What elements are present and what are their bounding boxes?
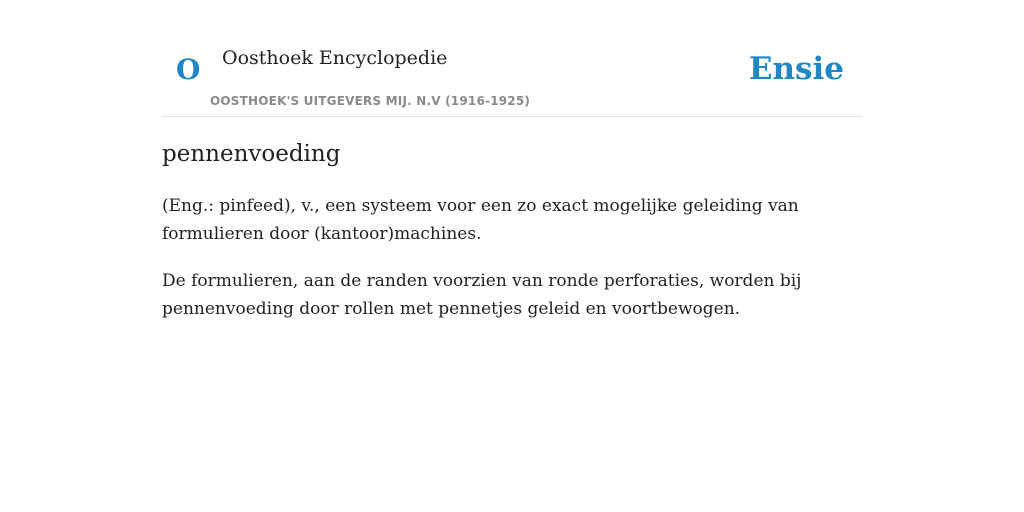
source-logo-link[interactable]: O <box>176 53 201 86</box>
source-subtitle: OOSTHOEK'S UITGEVERS MIJ. N.V (1916-1925) <box>210 94 531 108</box>
ensie-logo-link[interactable]: Ensie <box>748 51 844 87</box>
entry-body <box>162 192 802 342</box>
entry-paragraph: (Eng.: pinfeed), v., een systeem voor een zo exact mogelijke geleiding van formulieren door (kantoor)machines. <box>162 196 799 244</box>
entry-paragraph: De formulieren, aan de randen voorzien van ronde perforaties, worden bij pennenvoeding door rollen met pennetjes geleid en voortbewogen. <box>162 271 802 319</box>
entry-title: pennenvoeding <box>162 141 341 167</box>
source-title[interactable]: Oosthoek Encyclopedie <box>222 47 448 69</box>
source-header <box>162 0 862 117</box>
